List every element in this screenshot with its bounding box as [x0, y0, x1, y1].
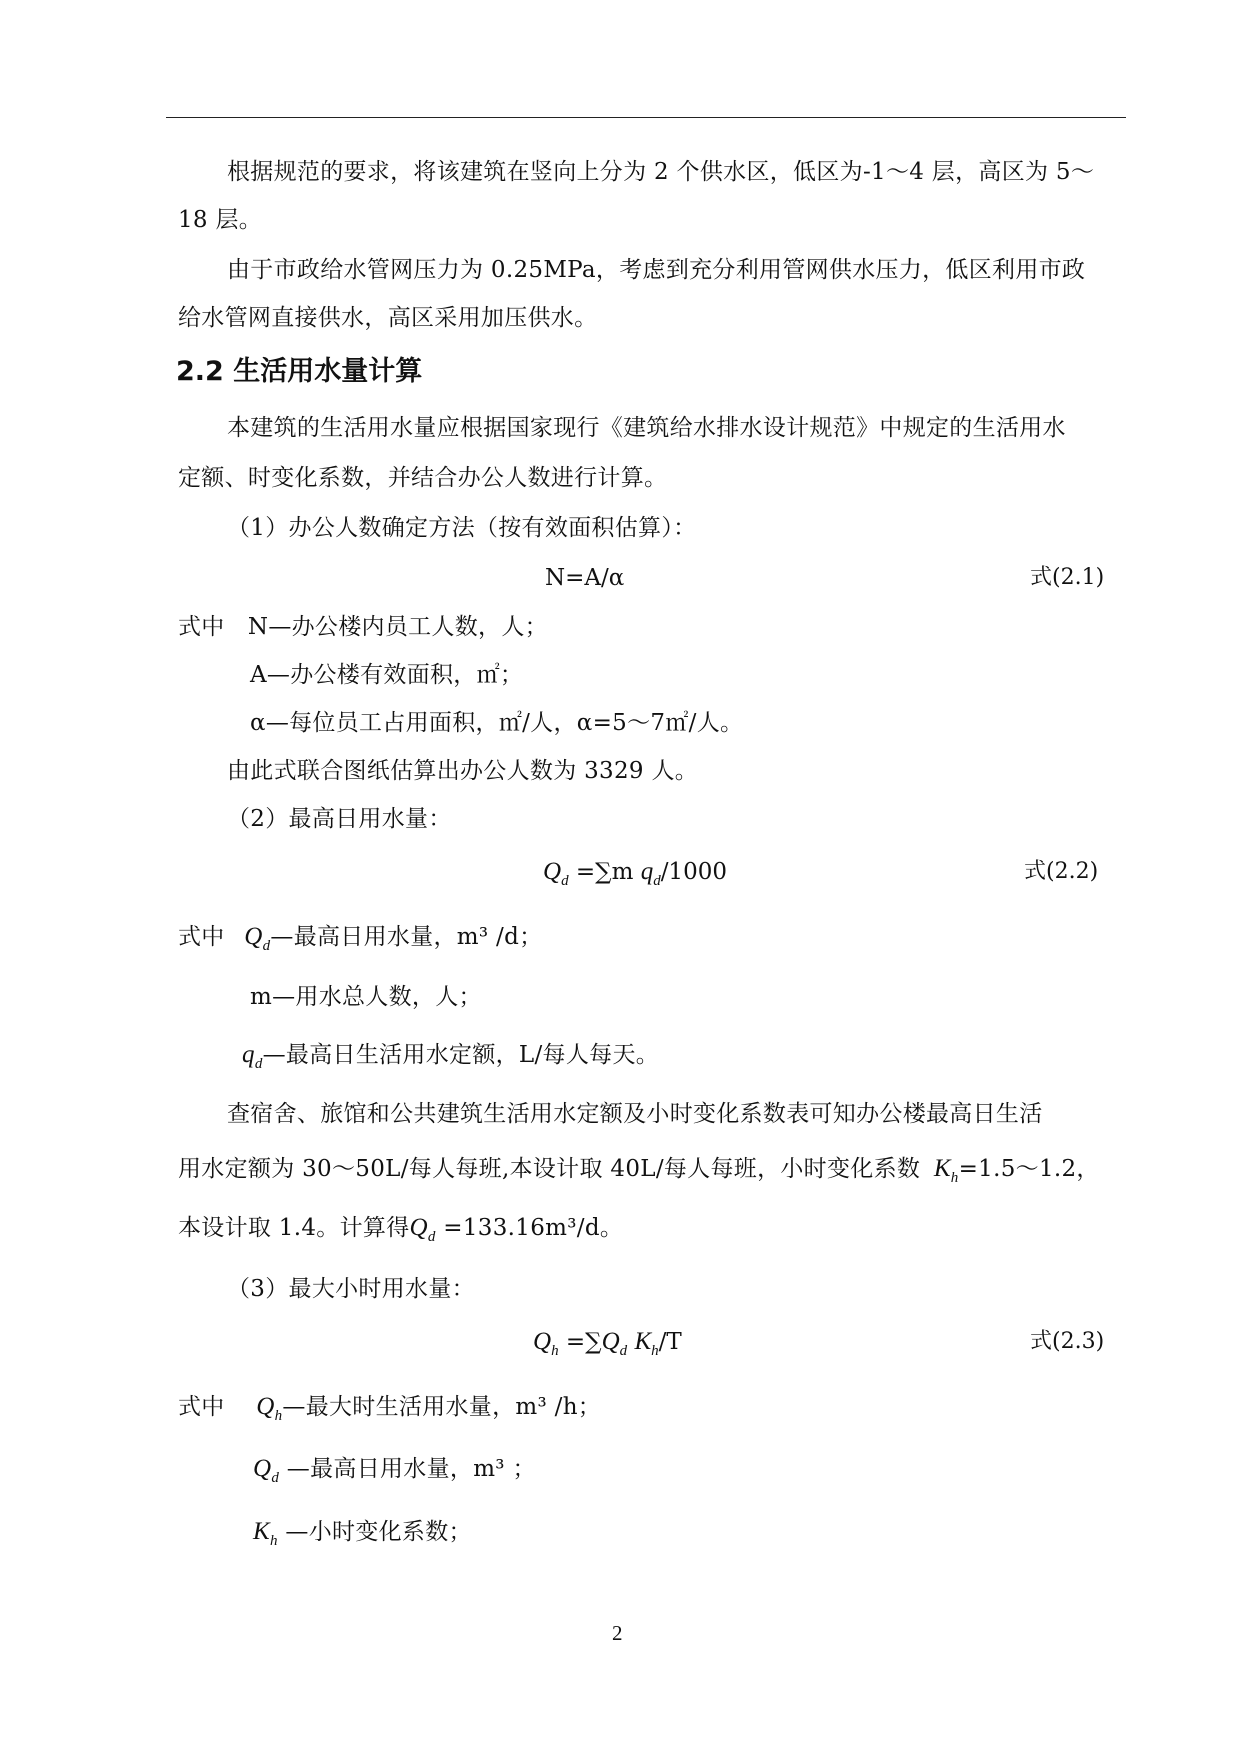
paragraph-line: 由于市政给水管网压力为 0.25MPa，考虑到充分利用管网供水压力，低区利用市政	[227, 257, 1086, 283]
paragraph-line: 给水管网直接供水，高区采用加压供水。	[178, 305, 598, 331]
subscript-h: h	[551, 1343, 559, 1359]
definition-line	[242, 1041, 659, 1072]
definition-text: —最高日用水量，m³ ；	[286, 1456, 536, 1482]
definition-label: 式中	[178, 1394, 225, 1420]
paragraph-text: 本设计取 1.4。计算得	[178, 1215, 410, 1241]
equation-2-1: N=A/α	[545, 565, 625, 591]
definition-line: A—办公楼有效面积，㎡；	[250, 662, 524, 688]
symbol-K: K	[634, 1328, 652, 1355]
list-item: （2）最高日用水量：	[227, 806, 452, 832]
definition-label: 式中	[178, 924, 225, 950]
definition-line: m—用水总人数，人；	[250, 984, 482, 1010]
equation-number: 式(2.2)	[1024, 859, 1099, 884]
definition-line	[178, 1393, 601, 1424]
paragraph-line: 本建筑的生活用水量应根据国家现行《建筑给水排水设计规范》中规定的生活用水	[227, 415, 1066, 441]
symbol-Q: Q	[543, 858, 562, 885]
paragraph-line: 查宿舍、旅馆和公共建筑生活用水定额及小时变化系数表可知办公楼最高日生活	[227, 1101, 1043, 1127]
subscript-d: d	[561, 873, 569, 889]
symbol-Q: Q	[601, 1328, 620, 1355]
subscript-d: d	[271, 1470, 280, 1486]
equation-operator: =∑	[565, 1329, 602, 1355]
symbol-Q: Q	[244, 923, 263, 950]
symbol-Q: Q	[409, 1214, 428, 1241]
paragraph-line	[178, 1214, 623, 1245]
subscript-d: d	[653, 873, 661, 889]
definition-line: 式中 N—办公楼内员工人数，人；	[178, 614, 548, 640]
equation-operator: =∑m	[575, 859, 634, 885]
equation-2-2	[543, 858, 727, 889]
subscript-h: h	[651, 1343, 659, 1359]
definition-text: —最高日用水量，m³ /d；	[270, 924, 543, 950]
definition-text: —最大时生活用水量，m³ /h；	[282, 1394, 602, 1420]
paragraph-line: 由此式联合图纸估算出办公人数为 3329 人。	[227, 758, 699, 784]
paragraph-line: 18 层。	[178, 207, 263, 233]
page-number: 2	[612, 1621, 623, 1645]
equation-tail: /T	[658, 1329, 682, 1355]
section-heading: 2.2 生活用水量计算	[176, 356, 423, 387]
subscript-d: d	[427, 1229, 436, 1245]
definition-line	[253, 1455, 536, 1486]
paragraph-text: =133.16m³/d。	[443, 1215, 624, 1241]
equation-2-3	[533, 1328, 682, 1359]
subscript-h: h	[269, 1533, 278, 1549]
symbol-q: q	[640, 858, 654, 885]
definition-line	[178, 923, 542, 954]
paragraph-text: =1.5～1.2，	[958, 1156, 1100, 1182]
definition-line: α—每位员工占用面积，㎡/人，α=5～7㎡/人。	[250, 710, 744, 736]
paragraph-line: 根据规范的要求，将该建筑在竖向上分为 2 个供水区，低区为-1～4 层，高区为 5～	[227, 159, 1095, 185]
subscript-d: d	[254, 1056, 263, 1072]
definition-line	[253, 1518, 472, 1549]
symbol-K: K	[933, 1155, 951, 1182]
paragraph-line	[178, 1155, 1100, 1186]
definition-text: —最高日生活用水定额，L/每人每天。	[262, 1042, 660, 1068]
header-rule	[166, 117, 1126, 118]
symbol-Q: Q	[533, 1328, 552, 1355]
symbol-Q: Q	[253, 1455, 272, 1482]
list-item: （1）办公人数确定方法（按有效面积估算）：	[227, 515, 697, 541]
subscript-d: d	[262, 938, 271, 954]
subscript-d: d	[619, 1343, 628, 1359]
symbol-K: K	[253, 1518, 270, 1545]
subscript-h: h	[274, 1408, 283, 1424]
equation-tail: /1000	[660, 859, 727, 885]
symbol-Q: Q	[256, 1393, 275, 1420]
equation-number: 式(2.1)	[1030, 565, 1105, 590]
definition-text: —小时变化系数；	[285, 1519, 472, 1545]
paragraph-text: 用水定额为 30～50L/每人每班,本设计取 40L/每人每班，小时变化系数	[178, 1156, 921, 1182]
subscript-h: h	[950, 1170, 959, 1186]
symbol-q: q	[242, 1041, 255, 1068]
list-item: （3）最大小时用水量：	[227, 1276, 475, 1302]
equation-number: 式(2.3)	[1030, 1329, 1105, 1354]
paragraph-line: 定额、时变化系数，并结合办公人数进行计算。	[178, 465, 668, 491]
